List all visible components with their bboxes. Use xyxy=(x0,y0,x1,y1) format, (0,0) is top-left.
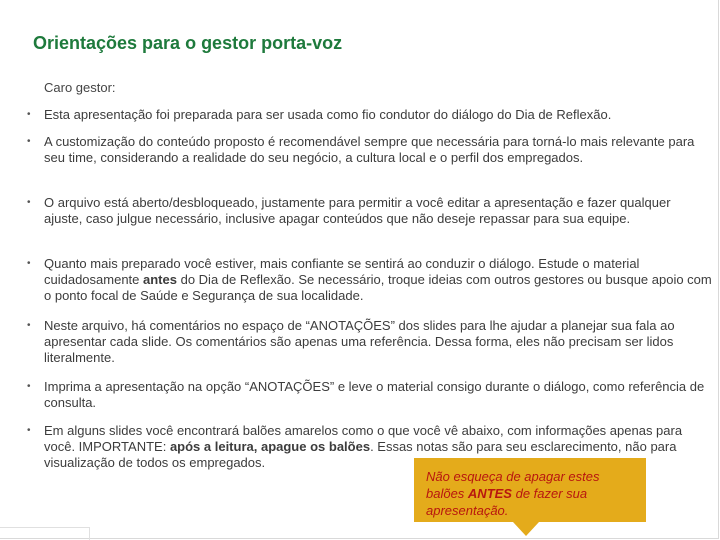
bullet-text: Imprima a apresentação na opção “ANOTAÇÕES” e leve o material consigo durante o diálogo, como referência de consulta. xyxy=(44,379,705,410)
bullet-text: Neste arquivo, há comentários no espaço de “ANOTAÇÕES” dos slides para lhe ajudar a planejar sua fala ao apresentar cada slide. Os comentários são apenas uma referência. Dessa forma, eles não precisam ser lidos literalmente. xyxy=(44,318,675,365)
bullet-text-part: do Dia de Reflexão. Se necessário, troque ideias com outros gestores ou busque apoio com o ponto focal de Saúde e Segurança de sua localidade. xyxy=(44,272,712,303)
bullet-text: A customização do conteúdo proposto é recomendável sempre que necessária para torná-lo mais relevante para seu time, considerando a realidade do seu negócio, a cultura local e o perfil dos empregados. xyxy=(44,134,695,165)
bullet-icon: • xyxy=(27,320,31,331)
bullet-icon: • xyxy=(27,425,31,436)
decorative-divider xyxy=(0,527,90,540)
page-title: Orientações para o gestor porta-voz xyxy=(33,33,343,53)
bullet-text-part: Quanto mais preparado você estiver, mais confiante se sentirá ao conduzir o diálogo. Estude o material cuidadosamente xyxy=(44,256,640,287)
bullet-icon: • xyxy=(27,381,31,392)
bullet-icon: • xyxy=(27,136,31,147)
callout-balloon[interactable] xyxy=(414,458,646,522)
bullet-icon: • xyxy=(27,258,31,269)
bullet-text-emphasis: antes xyxy=(143,272,177,287)
bullet-text xyxy=(44,256,712,304)
callout-pointer xyxy=(513,522,539,536)
bullet-text-part: Em alguns slides você encontrará balões amarelos como o que você vê abaixo, com informações apenas para você. IMPORTANTE: xyxy=(44,423,683,454)
callout-text-part: de fazer sua apresentação. xyxy=(426,486,588,518)
bullet-icon: • xyxy=(27,109,31,120)
bullet-text-emphasis: após a leitura, apague os balões xyxy=(169,439,371,454)
callout-text-emphasis: ANTES xyxy=(467,486,512,501)
bullet-text-part: . Essas notas são para seu esclarecimento, não para visualização de todos os empregados. xyxy=(44,439,677,470)
callout-text-part: Não esqueça de apagar estes balões xyxy=(426,469,600,501)
greeting: Caro gestor: xyxy=(44,80,116,95)
bullet-text: Esta apresentação foi preparada para ser usada como fio condutor do diálogo do Dia de Reflexão. xyxy=(44,107,612,122)
bullet-icon: • xyxy=(27,197,31,208)
bullet-text: O arquivo está aberto/desbloqueado, justamente para permitir a você editar a apresentação e fazer qualquer ajuste, caso julgue necessário, inclusive apagar conteúdos que não deseje repassar para sua equipe. xyxy=(44,195,671,226)
